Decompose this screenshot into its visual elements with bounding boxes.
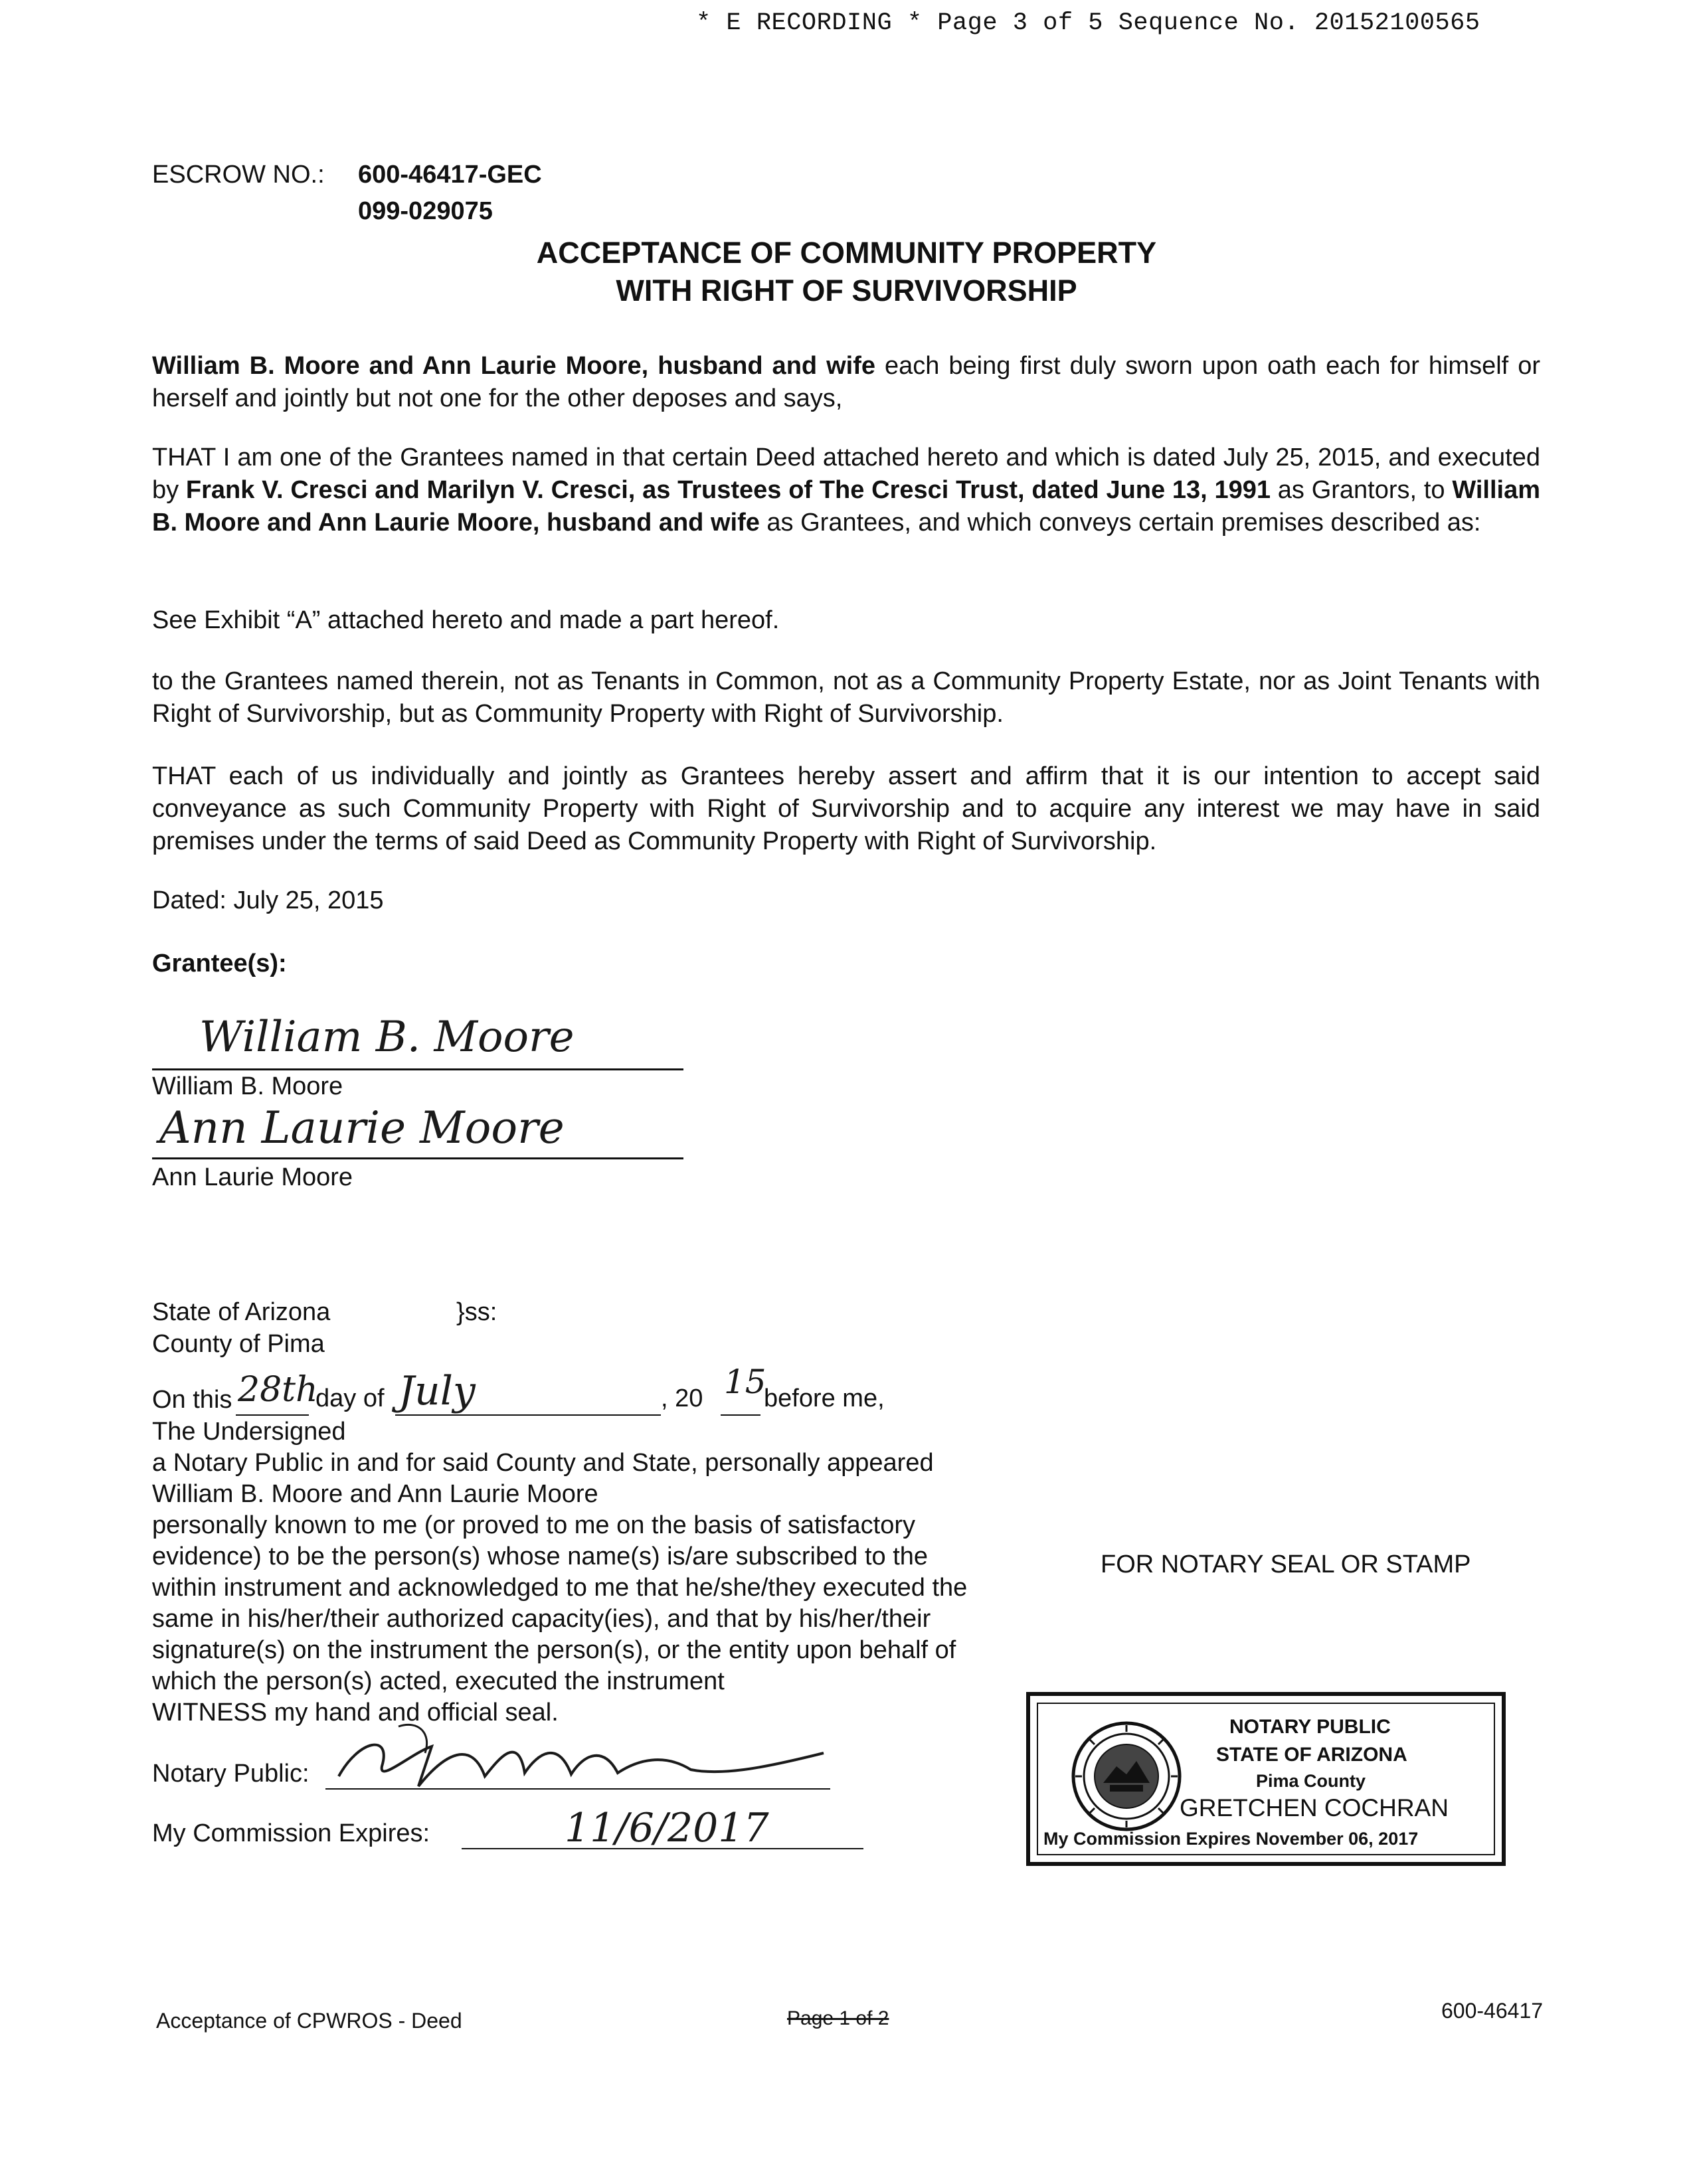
handwritten-day: 28th [238, 1370, 318, 1410]
day-of-label: day of [315, 1385, 385, 1412]
handwritten-year: 15 [724, 1363, 766, 1401]
notary-line-9: WITNESS my hand and official seal. [152, 1699, 559, 1726]
footer-escrow-number: 600-46417 [1441, 1999, 1544, 2023]
paragraph-affirmation: THAT each of us individually and jointly as Grantees hereby assert and affirm that it is our intention to accept said conveyance as such Community Property with Right of Survivorship and to acquire any interest we may have in said premises under the terms of said Deed as Community Property with Right of Survivorship. [152, 762, 1540, 855]
undersigned-line: The Undersigned [152, 1418, 346, 1446]
paragraph-deponents-text: each being first duly sworn upon oath each for himself or herself and jointly but not one for the other deposes and says, [152, 352, 1540, 412]
arizona-state-seal-icon [1070, 1720, 1183, 1833]
stamp-line-4: GRETCHEN COCHRAN [1180, 1794, 1449, 1821]
commission-expires-label: My Commission Expires: [152, 1819, 430, 1847]
footer-page-number: Page 1 of 2 [787, 2007, 889, 2029]
grantee-2-signature: Ann Laurie Moore [159, 1102, 565, 1153]
handwritten-month: July [399, 1368, 476, 1414]
grantee-1-signature: William B. Moore [199, 1013, 575, 1062]
notary-line-4: evidence) to be the person(s) whose name(s) is/are subscribed to the [152, 1543, 929, 1570]
grantee-1-name: William B. Moore [152, 1072, 343, 1100]
notary-signature-line [325, 1788, 830, 1790]
grantees-heading: Grantee(s): [152, 950, 287, 977]
grantees-bold: William B. Moore and Ann Laurie Moore, husband and wife [152, 476, 1540, 537]
notary-line-6: same in his/her/their authorized capacity(ies), and that by his/her/their [152, 1605, 931, 1633]
stamp-line-2: STATE OF ARIZONA [1216, 1744, 1407, 1766]
paragraph-deponents [152, 350, 1540, 415]
month-blank-line [395, 1414, 661, 1416]
deed-text-e: as Grantees, and which conveys certain premises described as: [759, 509, 1481, 537]
notary-public-label: Notary Public: [152, 1760, 310, 1788]
before-me-label: before me, [764, 1385, 885, 1412]
footer-document-name: Acceptance of CPWROS - Deed [156, 2009, 462, 2033]
commission-expires-line [462, 1848, 863, 1849]
notary-line-2: William B. Moore and Ann Laurie Moore [152, 1480, 598, 1508]
grantee-names-bold: William B. Moore and Ann Laurie Moore, husband and wife [152, 352, 876, 380]
document-title-line-1: ACCEPTANCE OF COMMUNITY PROPERTY [536, 236, 1157, 270]
escrow-number-1: 600-46417-GEC [358, 161, 542, 189]
notary-line-7: signature(s) on the instrument the person(s), or the entity upon behalf of [152, 1636, 956, 1664]
stamp-line-1: NOTARY PUBLIC [1229, 1716, 1391, 1738]
year-prefix: , 20 [661, 1385, 703, 1412]
grantors-bold: Frank V. Cresci and Marilyn V. Cresci, as Trustees of The Cresci Trust, dated June 13, 1991 [185, 476, 1271, 504]
notary-signature-scribble [319, 1713, 837, 1800]
notary-line-5: within instrument and acknowledged to me that he/she/they executed the [152, 1574, 968, 1602]
document-title-line-2: WITH RIGHT OF SURVIVORSHIP [616, 274, 1077, 307]
dated-line: Dated: July 25, 2015 [152, 886, 384, 914]
day-blank-line [236, 1414, 309, 1416]
paragraph-exhibit: See Exhibit “A” attached hereto and made a part hereof. [152, 606, 780, 634]
recording-header: * E RECORDING * Page 3 of 5 Sequence No. 20152100565 [696, 9, 1480, 37]
notary-seal-caption: FOR NOTARY SEAL OR STAMP [1101, 1551, 1471, 1578]
venue-state: State of Arizona [152, 1298, 331, 1326]
notary-line-8: which the person(s) acted, executed the instrument [152, 1667, 725, 1695]
grantee-1-signature-line [152, 1068, 683, 1070]
notary-line-3: personally known to me (or proved to me on the basis of satisfactory [152, 1511, 915, 1539]
paragraph-tenancy: to the Grantees named therein, not as Tenants in Common, not as a Community Property Estate, nor as Joint Tenants with Right of Survivorship, but as Community Property with Right of Survivorship. [152, 667, 1540, 728]
deed-text-c: as Grantors, to [1271, 476, 1453, 504]
paragraph-deed [152, 442, 1540, 539]
grantee-2-name: Ann Laurie Moore [152, 1163, 353, 1191]
notary-line-1: a Notary Public in and for said County and State, personally appeared [152, 1449, 934, 1477]
grantee-2-signature-line [152, 1157, 683, 1159]
acknowledgment-date-line: On this [152, 1386, 232, 1414]
stamp-line-3: Pima County [1256, 1771, 1366, 1791]
escrow-number-2: 099-029075 [358, 197, 493, 225]
venue-county: County of Pima [152, 1330, 325, 1358]
handwritten-commission-date: 11/6/2017 [565, 1805, 769, 1851]
notary-stamp [1026, 1692, 1506, 1866]
escrow-label: ESCROW NO.: [152, 161, 325, 189]
deed-text-a: THAT I am one of the Grantees named in that certain Deed attached hereto and which is dated July 25, 2015, and executed by [152, 444, 1540, 504]
stamp-line-5: My Commission Expires November 06, 2017 [1043, 1829, 1419, 1849]
venue-ss: }ss: [456, 1298, 497, 1326]
year-blank-line [721, 1414, 760, 1416]
